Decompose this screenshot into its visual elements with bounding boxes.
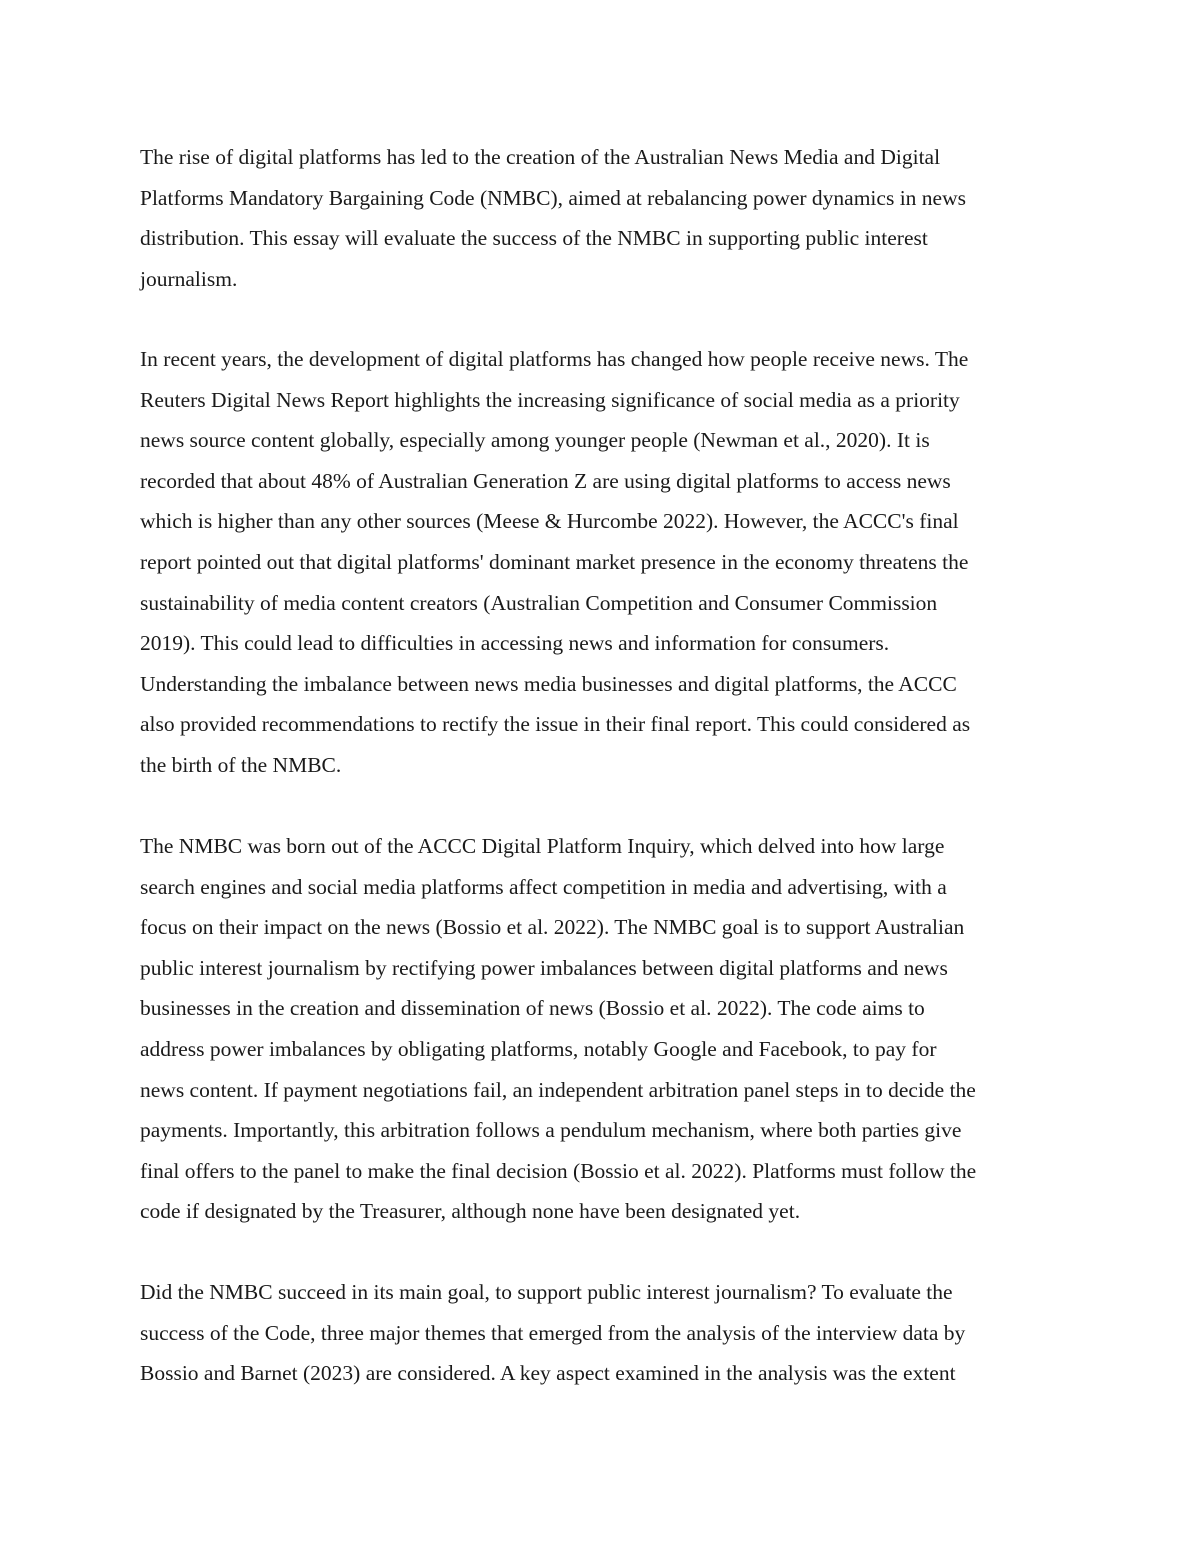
text-line: code if designated by the Treasurer, although none have been designated yet. [140, 1199, 801, 1224]
text-line: focus on their impact on the news (Bossio et al. 2022). The NMBC goal is to support Australian [140, 915, 965, 940]
text-line: public interest journalism by rectifying power imbalances between digital platforms and news [140, 955, 948, 980]
text-line: Understanding the imbalance between news media businesses and digital platforms, the ACCC [140, 671, 957, 696]
paragraph-background [140, 339, 1070, 786]
text-line: search engines and social media platforms affect competition in media and advertising, with a [140, 874, 947, 899]
text-line: sustainability of media content creators (Australian Competition and Consumer Commission [140, 590, 938, 615]
text-line: The NMBC was born out of the ACCC Digital Platform Inquiry, which delved into how large [140, 834, 945, 858]
text-line: also provided recommendations to rectify the issue in their final report. This could considered as [140, 712, 971, 737]
text-line: address power imbalances by obligating platforms, notably Google and Facebook, to pay for [140, 1036, 937, 1061]
text-line: businesses in the creation and dissemination of news (Bossio et al. 2022). The code aims to [140, 996, 925, 1021]
text-line: Platforms Mandatory Bargaining Code (NMBC), aimed at rebalancing power dynamics in news [140, 185, 966, 210]
paragraph-introduction [140, 137, 1070, 299]
text-line: final offers to the panel to make the final decision (Bossio et al. 2022). Platforms must follow the [140, 1158, 977, 1183]
text-line: Reuters Digital News Report highlights the increasing significance of social media as a priority [140, 387, 960, 412]
text-line: 2019). This could lead to difficulties in accessing news and information for consumers. [140, 631, 890, 656]
text-line: Did the NMBC succeed in its main goal, to support public interest journalism? To evaluate the [140, 1280, 953, 1304]
text-line: In recent years, the development of digital platforms has changed how people receive news. The [140, 347, 969, 371]
text-line: recorded that about 48% of Australian Generation Z are using digital platforms to access news [140, 468, 951, 493]
text-line: news source content globally, especially among younger people (Newman et al., 2020). It is [140, 428, 930, 453]
text-line: The rise of digital platforms has led to the creation of the Australian News Media and Digital [140, 145, 941, 169]
text-line: success of the Code, three major themes that emerged from the analysis of the interview data by [140, 1320, 966, 1345]
text-line: payments. Importantly, this arbitration follows a pendulum mechanism, where both parties give [140, 1118, 962, 1143]
text-line: distribution. This essay will evaluate the success of the NMBC in supporting public interest [140, 226, 928, 251]
text-line: Bossio and Barnet (2023) are considered. A key aspect examined in the analysis was the extent [140, 1361, 956, 1386]
text-line: report pointed out that digital platforms' dominant market presence in the economy threatens the [140, 549, 969, 574]
text-line: news content. If payment negotiations fail, an independent arbitration panel steps in to decide the [140, 1077, 976, 1102]
paragraph-evaluation [140, 1272, 1070, 1394]
paragraph-nmbc-origin [140, 826, 1070, 1232]
text-line: which is higher than any other sources (Meese & Hurcombe 2022). However, the ACCC's final [140, 509, 959, 534]
text-line: the birth of the NMBC. [140, 752, 342, 777]
text-line: journalism. [140, 266, 238, 291]
